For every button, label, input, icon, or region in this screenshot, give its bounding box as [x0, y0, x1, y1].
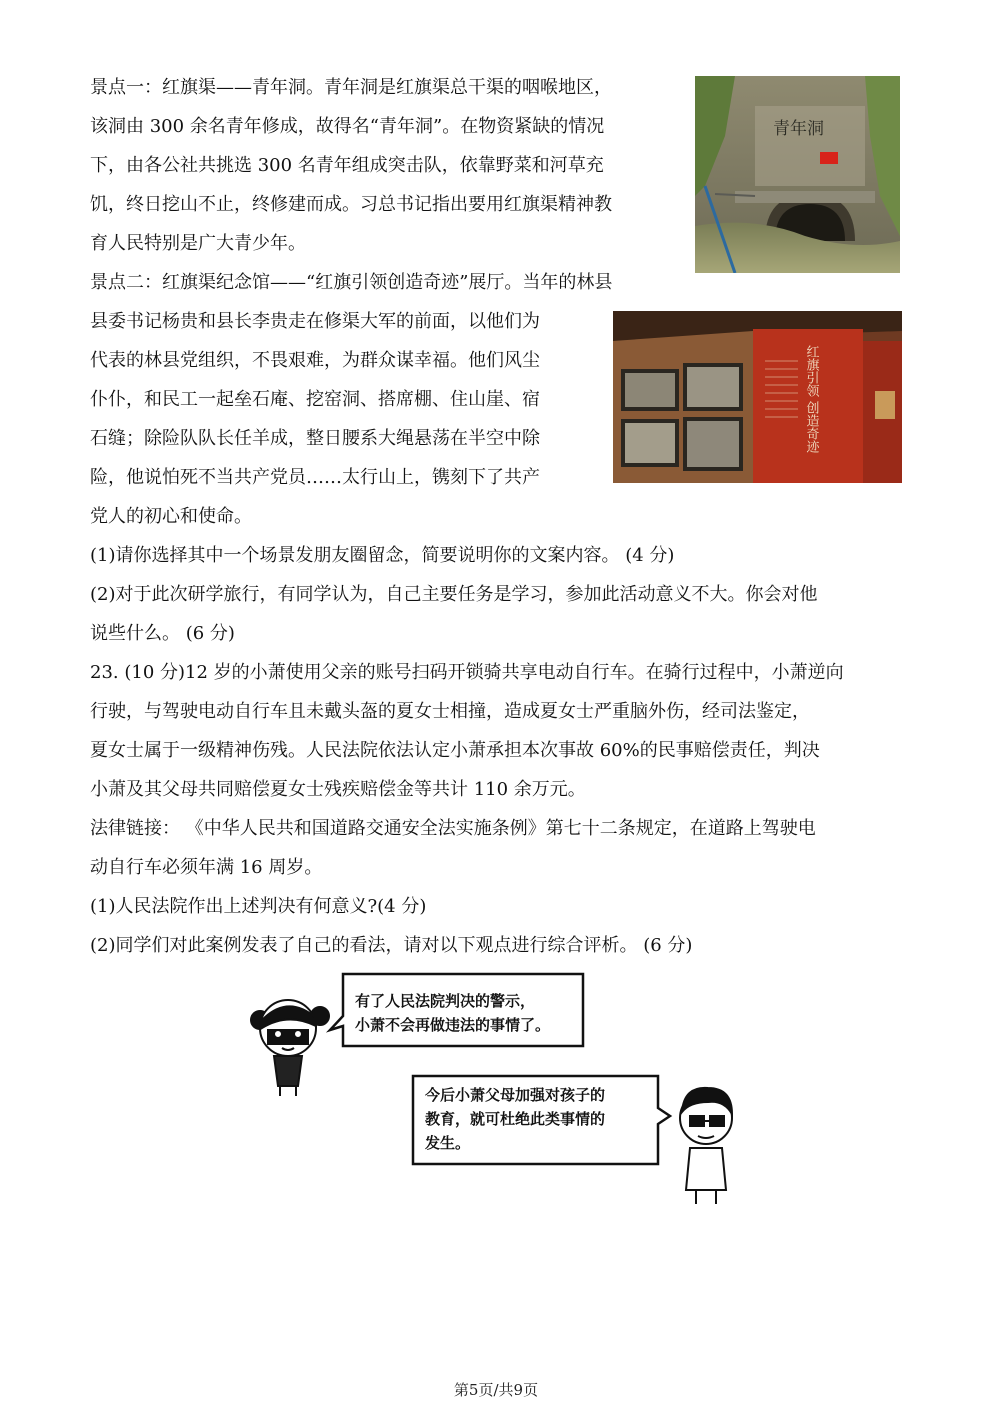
youth-tunnel-photo: [695, 76, 900, 273]
q23-law-line-1: 法律链接： 《中华人民共和国道路交通安全法实施条例》第七十二条规定，在道路上驾驶电: [90, 818, 816, 839]
spot1-line-5: 育人民特别是广大青少年。: [90, 233, 306, 254]
q22-sub2-line-1: (2)对于此次研学旅行，有同学认为，自己主要任务是学习，参加此活动意义不大。你会对他: [90, 584, 818, 605]
q22-sub1: (1)请你选择其中一个场景发朋友圈留念，简要说明你的文案内容。 (4 分): [90, 545, 675, 566]
spot1-line-1: 景点一：红旗渠——青年洞。青年洞是红旗渠总干渠的咽喉地区，: [90, 77, 612, 98]
boy-bubble-line-2: 教育，就可杜绝此类事情的: [425, 1110, 606, 1128]
page-footer: 第5页/共9页: [453, 1381, 539, 1399]
spot2-line-3: 代表的林县党组织，不畏艰难，为群众谋幸福。他们风尘: [90, 350, 540, 371]
q23-sub1: (1)人民法院作出上述判决有何意义?(4 分): [90, 896, 427, 917]
red-flag: [820, 152, 838, 164]
girl-figure: [251, 1000, 329, 1096]
q23-line-3: 夏女士属于一级精神伤残。人民法院依法认定小萧承担本次事故 60%的民事赔偿责任，判决: [90, 740, 820, 761]
exhibit-sign-text: 红旗引领 创造奇迹: [803, 345, 819, 454]
spot2-line-6: 险，他说怕死不当共产党员……太行山上，镌刻下了共产: [90, 467, 540, 488]
q23-line-4: 小萧及其父母共同赔偿夏女士残疾赔偿金等共计 110 余万元。: [90, 779, 586, 800]
boy-figure: [680, 1088, 732, 1204]
exhibition-hall-photo: [613, 311, 902, 483]
q23-line-1: 23. (10 分)12 岁的小萧使用父亲的账号扫码开锁骑共享电动自行车。在骑行过程中，小萧逆向: [90, 662, 844, 683]
spot1-line-4: 饥，终日挖山不止，终修建而成。习总书记指出要用红旗渠精神教: [90, 194, 612, 215]
spot2-line-5: 石缝；除险队队长任羊成，整日腰系大绳悬荡在半空中除: [90, 428, 540, 449]
spot1-line-3: 下，由各公社共挑选 300 名青年组成突击队，依靠野菜和河草充: [90, 155, 604, 176]
q22-sub2-line-2: 说些什么。 (6 分): [90, 623, 235, 644]
boy-bubble-line-1: 今后小萧父母加强对孩子的: [425, 1086, 606, 1104]
q23-sub2: (2)同学们对此案例发表了自己的看法，请对以下观点进行综合评析。 (6 分): [90, 935, 693, 956]
opinion-cartoon: [238, 968, 758, 1208]
tunnel-sign-text: 青年洞: [773, 119, 824, 139]
spot2-line-2: 县委书记杨贵和县长李贵走在修渠大军的前面，以他们为: [90, 311, 540, 332]
boy-bubble-line-3: 发生。: [425, 1134, 471, 1152]
girl-speech-bubble: [330, 974, 583, 1046]
spot2-line-1: 景点二：红旗渠纪念馆——“红旗引领创造奇迹”展厅。当年的林县: [90, 272, 613, 293]
girl-bubble-line-2: 小萧不会再做违法的事情了。: [355, 1016, 551, 1034]
spot2-line-4: 仆仆，和民工一起垒石庵、挖窑洞、搭席棚、住山崖、宿: [90, 389, 540, 410]
spot2-line-7: 党人的初心和使命。: [90, 506, 252, 527]
q23-line-2: 行驶，与驾驶电动自行车且未戴头盔的夏女士相撞，造成夏女士严重脑外伤，经司法鉴定，: [90, 701, 810, 722]
girl-bubble-line-1: 有了人民法院判决的警示，: [355, 992, 536, 1010]
q23-law-line-2: 动自行车必须年满 16 周岁。: [90, 857, 323, 878]
spot1-line-2: 该洞由 300 余名青年修成，故得名“青年洞”。在物资紧缺的情况: [90, 116, 605, 137]
